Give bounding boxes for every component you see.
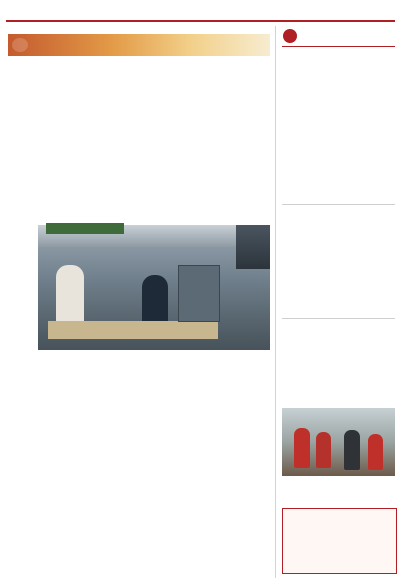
feature-body-col5 — [220, 404, 270, 572]
person-red-2 — [316, 432, 331, 468]
feature-body-col3 — [114, 404, 162, 572]
item1-body-col2 — [340, 82, 395, 200]
feature-body-col1 — [8, 404, 56, 572]
right-photo — [282, 408, 395, 476]
lead-body-col3 — [114, 112, 162, 211]
person-red-1 — [294, 428, 310, 468]
item1-divider — [282, 204, 395, 205]
news-logo-icon — [283, 29, 297, 43]
item1-body-col1 — [282, 82, 335, 200]
feature-photo-inset — [236, 225, 270, 269]
lead-body-col1 — [8, 112, 56, 211]
item3-body-col2 — [340, 342, 395, 404]
item3-body-col1 — [282, 342, 335, 404]
lead-body-col4 — [167, 112, 215, 211]
machine-box — [178, 265, 220, 322]
machine-table — [48, 321, 218, 339]
item2-body-col2 — [340, 229, 395, 315]
feature-body-col2 — [61, 404, 109, 572]
header-rule — [6, 20, 395, 22]
item2-divider — [282, 318, 395, 319]
logo-underline — [282, 46, 395, 47]
ad-box — [282, 508, 397, 574]
feature-caption — [40, 354, 266, 373]
person-dark — [344, 430, 360, 470]
person-red-3 — [368, 434, 383, 470]
banner-deco-left — [12, 38, 28, 52]
lead-body-col2 — [61, 112, 109, 211]
column-divider — [275, 26, 276, 578]
banner — [8, 34, 270, 56]
lead-body-col5 — [220, 112, 270, 211]
item2-body-col1 — [282, 229, 335, 315]
feature-body-col4 — [167, 404, 215, 572]
ribbon — [46, 223, 124, 234]
right-photo-caption — [282, 479, 395, 498]
